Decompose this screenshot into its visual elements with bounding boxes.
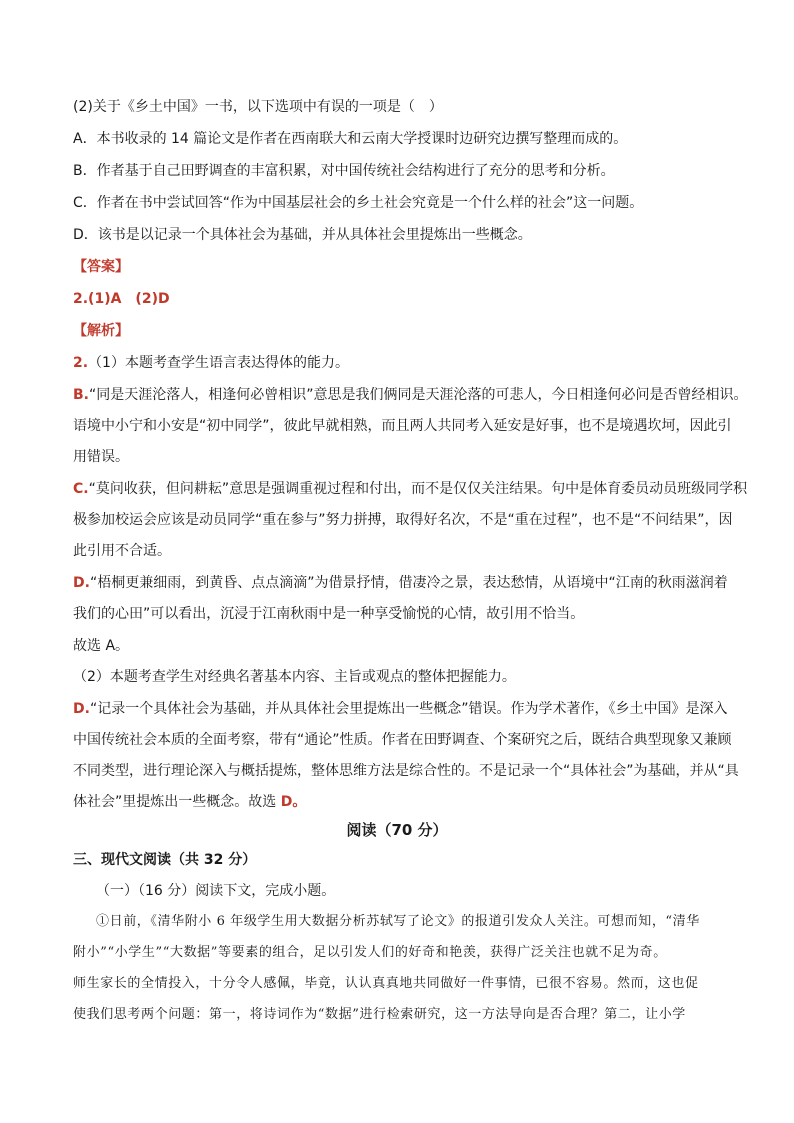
- analysis-d2-line1: D.“记录一个具体社会为基础，并从具体社会里提炼出一些概念”错误。作为学术著作，《乡土中国》是深入: [73, 701, 728, 717]
- analysis-d2-line4: 体社会”里提炼出一些概念。故选 D。: [73, 794, 307, 810]
- analysis-d-line2: 我们的心田”可以看出，沉浸于江南秋雨中是一种享受愉悦的心情，故引用不恰当。: [73, 606, 585, 622]
- analysis-d2-line2: 中国传统社会本质的全面考察，带有“通论”性质。作者在田野调查、个案研究之后，既结合典型现象又兼顾: [73, 732, 732, 748]
- option-c: C．作者在书中尝试回答“作为中国基层社会的乡土社会究竟是一个什么样的社会”这一问题。: [73, 195, 644, 211]
- option-b: B．作者基于自己田野调查的丰富积累，对中国传统社会结构进行了充分的思考和分析。: [73, 163, 615, 179]
- analysis-c-line3: 此引用不合适。: [73, 543, 171, 559]
- para1-line4: 使我们思考两个问题：第一，将诗词作为“数据”进行检索研究，这一方法导向是否合理？第二，让小学: [73, 1007, 686, 1022]
- d-label: D.: [73, 575, 90, 591]
- analysis-b-line1: B.“同是天涯沦落人，相逢何必曾相识”意思是我们俩同是天涯沦落的可悲人，今日相逢何必问是否曾经相识。: [73, 387, 748, 403]
- analysis-d-line1: D.“梧桐更兼细雨，到黄昏、点点滴滴”为借景抒情，借凄冷之景，表达愁情，从语境中“江南的秋雨滋润着: [73, 575, 728, 591]
- option-a: A．本书收录的 14 篇论文是作者在西南联大和云南大学授课时边研究边撰写整理而成的。: [73, 131, 628, 147]
- reading-sub: （一）（16 分）阅读下文，完成小题。: [96, 883, 336, 899]
- analysis-c-line1: C.“莫问收获，但问耕耘”意思是强调重视过程和付出，而不是仅仅关注结果。句中是体育委员动员班级同学积: [73, 481, 748, 497]
- analysis-tag: 【解析】: [73, 323, 129, 339]
- reading-section: 三、现代文阅读（共 32 分）: [73, 852, 257, 868]
- answer-value: 2.(1)A (2)D: [73, 291, 170, 307]
- analysis-part1-intro: [73, 353, 349, 373]
- part1-text: （1）本题考查学生语言表达得体的能力。: [88, 355, 349, 371]
- analysis-b-line2: 语境中小宁和小安是“初中同学”，彼此早就相熟，而且两人共同考入延安是好事，也不是境遇坎坷，因此引: [73, 418, 732, 434]
- answer-tag: 【答案】: [73, 259, 129, 275]
- d2-label: D.: [73, 701, 90, 717]
- c-label: C.: [73, 481, 89, 497]
- para1-line2: 附小”“小学生”“大数据”等要素的组合，足以引发人们的好奇和艳羡，获得广泛关注也就不足为奇。: [73, 945, 667, 960]
- analysis-b-line3: 用错误。: [73, 449, 129, 465]
- analysis-c-line2: 极参加校运会应该是动员同学“重在参与”努力拼搏，取得好名次，不是“重在过程”，也不是“不问结果”，因: [73, 512, 733, 528]
- b-label: B.: [73, 387, 89, 403]
- analysis-d2-line3: 不同类型，进行理论深入与概括提炼，整体思维方法是综合性的。不是记录一个“具体社会”为基础，并从“具: [73, 763, 739, 779]
- reading-title: 阅读（70 分）: [346, 821, 448, 839]
- para1-line1: ①日前，《清华附小 6 年级学生用大数据分析苏轼写了论文》的报道引发众人关注。可想而知，“清华: [96, 914, 700, 929]
- analysis-choose-a: 故选 A。: [73, 638, 130, 654]
- question-stem: (2)关于《乡土中国》一书，以下选项中有误的一项是（ ）: [73, 99, 443, 115]
- part1-label: 2.: [73, 355, 89, 371]
- analysis-part2-intro: （2）本题考查学生对经典名著基本内容、主旨或观点的整体把握能力。: [73, 669, 516, 685]
- option-d: D．该书是以记录一个具体社会为基础，并从具体社会里提炼出一些概念。: [73, 227, 532, 243]
- para1-line3: 师生家长的全情投入，十分令人感佩，毕竟，认认真真地共同做好一件事情，已很不容易。然而，这也促: [73, 976, 699, 991]
- d2-choice: D。: [280, 794, 307, 810]
